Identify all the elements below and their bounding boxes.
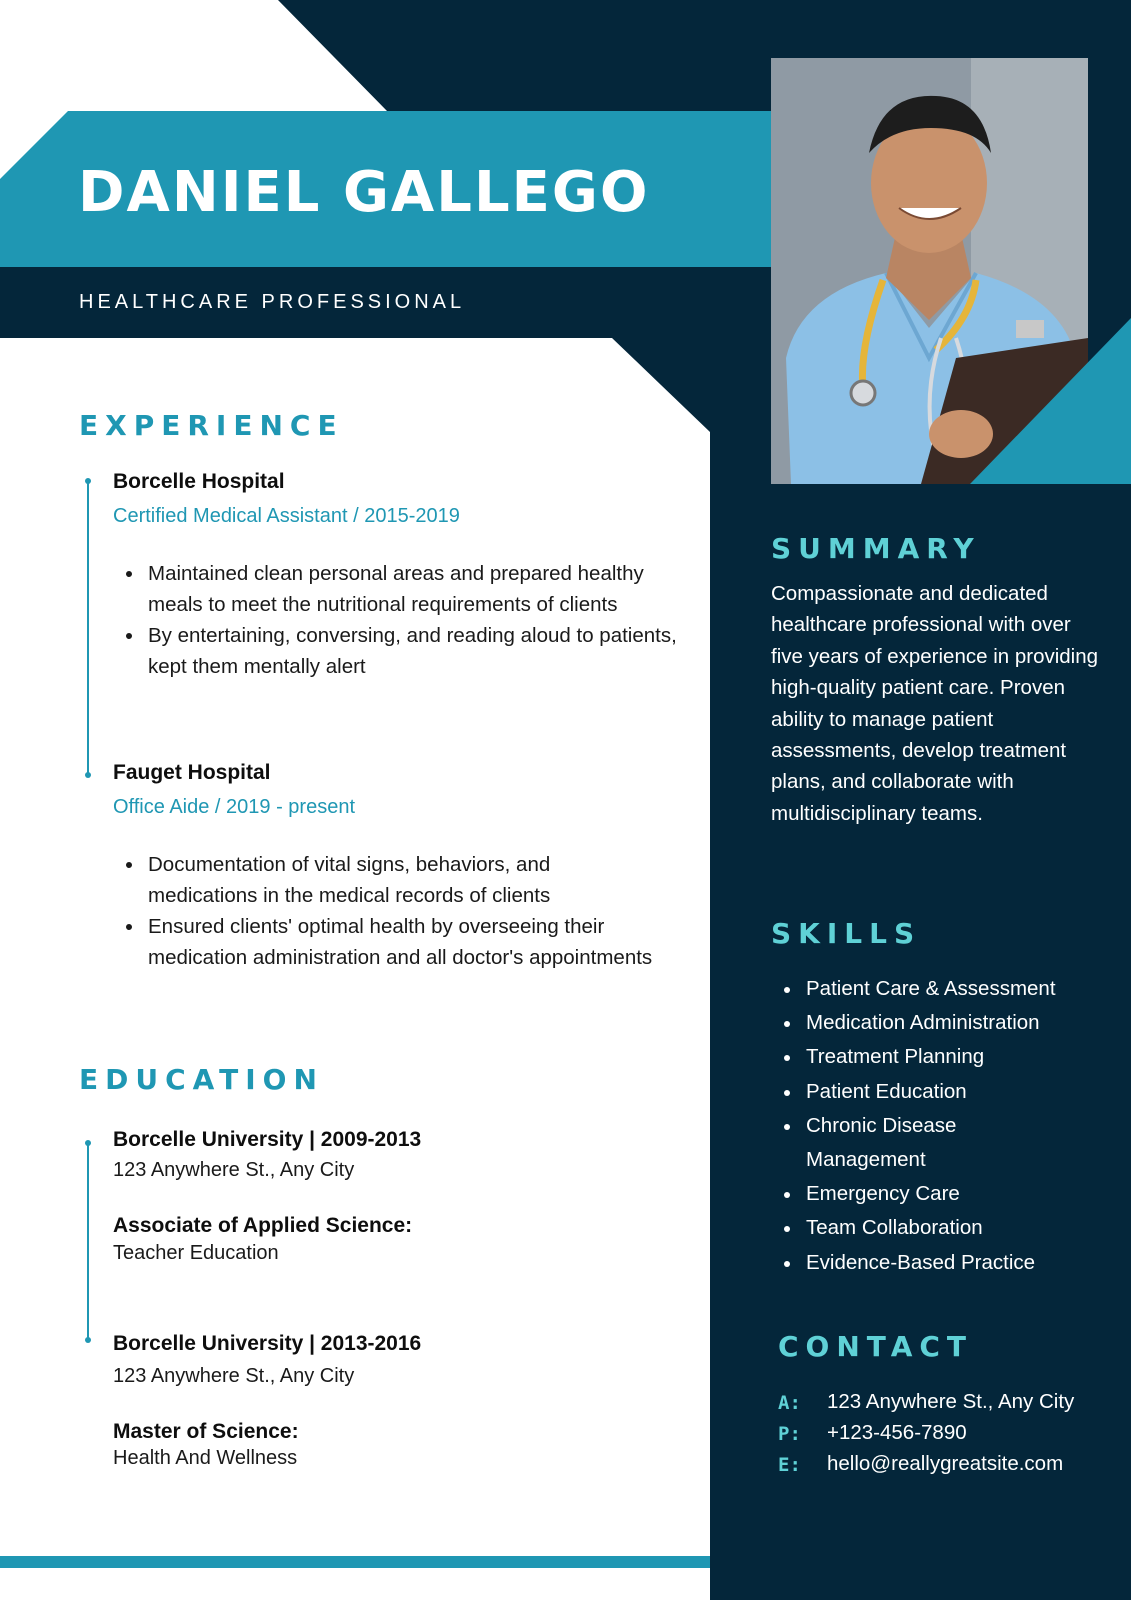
list-item: Emergency Care (771, 1177, 1071, 1211)
education-heading: EDUCATION (79, 1063, 324, 1096)
timeline-dot (85, 772, 91, 778)
job-bullets (114, 558, 694, 682)
job-org: Borcelle Hospital (113, 470, 285, 493)
job-role: Office Aide / 2019 - present (113, 796, 356, 818)
timeline-dot (85, 478, 91, 484)
job-org: Fauget Hospital (113, 761, 271, 784)
list-item: Medication Administration (771, 1006, 1071, 1040)
list-item: Chronic Disease Management (771, 1109, 1071, 1177)
candidate-name: DANIEL GALLEGO (78, 160, 650, 225)
contact-phone: +123-456-7890 (827, 1421, 967, 1444)
job-bullets (114, 849, 664, 973)
contact-address: 123 Anywhere St., Any City (827, 1390, 1075, 1413)
contact-email[interactable]: hello@reallygreatsite.com (827, 1452, 1064, 1475)
education-timeline (87, 1143, 89, 1340)
education-degree: Master of Science: (113, 1420, 299, 1443)
skills-list (771, 972, 1071, 1280)
list-item: Patient Care & Assessment (771, 972, 1071, 1006)
education-field: Health And Wellness (113, 1447, 298, 1469)
photo-accent-triangle (970, 318, 1131, 484)
education-degree: Associate of Applied Science: (113, 1214, 413, 1237)
education-address: 123 Anywhere St., Any City (113, 1365, 355, 1387)
list-item: Ensured clients' optimal health by overseeing their medication administration and all doctor's appointments (114, 911, 664, 973)
list-item: Documentation of vital signs, behaviors, and medications in the medical records of clients (114, 849, 664, 911)
education-school: Borcelle University | 2009-2013 (113, 1128, 422, 1151)
contact-heading: CONTACT (778, 1330, 974, 1363)
list-item: Maintained clean personal areas and prepared healthy meals to meet the nutritional requirements of clients (114, 558, 694, 620)
list-item: Team Collaboration (771, 1211, 1071, 1245)
list-item: Evidence-Based Practice (771, 1246, 1071, 1280)
phone-label: P: (778, 1423, 801, 1445)
job-role: Certified Medical Assistant / 2015-2019 (113, 505, 460, 527)
list-item: Treatment Planning (771, 1040, 1071, 1074)
education-field: Teacher Education (113, 1242, 279, 1264)
list-item: By entertaining, conversing, and reading aloud to patients, kept them mentally alert (114, 620, 694, 682)
timeline-dot (85, 1140, 91, 1146)
summary-heading: SUMMARY (771, 532, 981, 565)
candidate-title: HEALTHCARE PROFESSIONAL (79, 291, 466, 313)
summary-text: Compassionate and dedicated healthcare professional with over five years of experience in providing high-quality patient care. Proven ability to manage patient assessments, develop treatment plans, and collaborate with multidisciplinary teams. (771, 582, 1099, 825)
address-label: A: (778, 1392, 801, 1414)
education-school: Borcelle University | 2013-2016 (113, 1332, 422, 1355)
skills-heading: SKILLS (771, 917, 922, 950)
experience-heading: EXPERIENCE (79, 409, 344, 442)
education-address: 123 Anywhere St., Any City (113, 1159, 355, 1181)
list-item: Patient Education (771, 1075, 1071, 1109)
experience-timeline (87, 480, 89, 775)
email-label: E: (778, 1454, 801, 1476)
timeline-dot (85, 1337, 91, 1343)
